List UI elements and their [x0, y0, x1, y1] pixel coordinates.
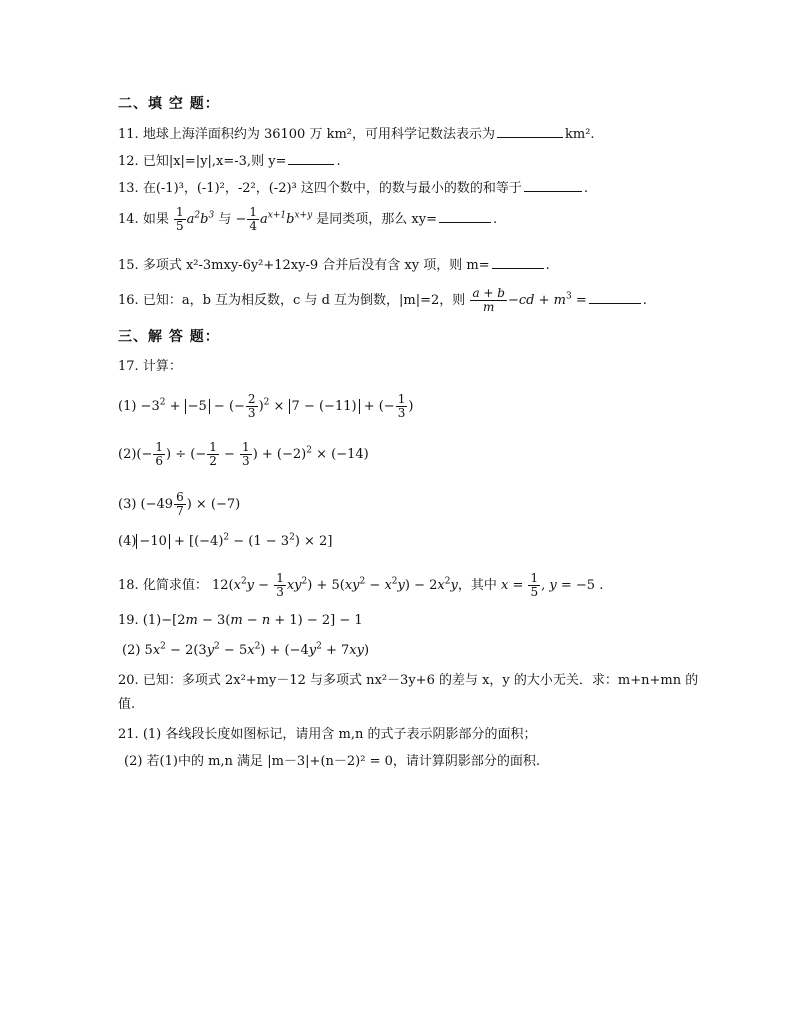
- q16-end: .: [642, 293, 647, 308]
- question-13: [118, 178, 588, 198]
- q13-answer-blank[interactable]: [524, 178, 582, 192]
- q14-fraction-1-5: $\frac{1}{5}$: [175, 205, 184, 233]
- question-20-cont: [118, 696, 135, 714]
- q15-end: .: [545, 258, 550, 273]
- q16-text: 已知：a，b 互为相反数，c 与 d 互为倒数，|m|=2，则: [142, 293, 466, 308]
- q11-number: 11.: [118, 127, 139, 142]
- question-21-cont: [124, 753, 540, 771]
- q15-number: 15.: [118, 258, 139, 273]
- q15-answer-blank[interactable]: [492, 255, 544, 269]
- question-21: [118, 726, 536, 744]
- q20-number: 20.: [118, 673, 139, 688]
- q18-where: ，其中: [457, 578, 497, 593]
- q20-line-1: 已知：多项式 2x²+my－12 与多项式 nx²－3y+6 的差与 x，y 的大小无关．求：m+n+mn 的: [142, 673, 699, 688]
- q17-part-3: (3) (−49 $\frac{6}{7}$ ) × (−7): [118, 490, 241, 518]
- q18-number: 18.: [118, 578, 139, 593]
- question-20: [118, 672, 698, 690]
- q17-part-3-label: (3): [118, 497, 137, 512]
- q13-end: .: [583, 181, 589, 196]
- section-answer-title: 三、解 答 题：: [118, 329, 220, 345]
- q17-part-4-label: (4): [118, 534, 137, 549]
- q16-fraction: $\frac{a + b}{m}$: [472, 286, 505, 314]
- q16-answer-blank[interactable]: [589, 290, 641, 304]
- question-19-part-2: (2) $5x^2 - 2(3y^2 - 5x^2) + (-4y^2 + 7xy)$: [122, 641, 370, 658]
- q19-part-1-label: 19. (1): [118, 613, 162, 628]
- q21-line-1: (1) 各线段长度如图标记，请用含 m,n 的式子表示阴影部分的面积；: [142, 727, 537, 742]
- question-18: 18. 化简求值： $12(x^2y$ − $\frac{1}{3}$ $xy^2) + 5(xy^2 - x^2y) - 2x^2y$，其中 x = $\frac{1}{5}$ , y = −5 .: [118, 571, 604, 599]
- q16-number: 16.: [118, 293, 139, 308]
- q17-part-2: (2)(− $\frac{1}{6}$ ) ÷ (− $\frac{1}{2}$ − $\frac{1}{3}$ ) + $(-2)^2 \times (-14)$: [118, 440, 369, 468]
- question-16: 16. 已知：a，b 互为相反数，c 与 d 互为倒数，|m|=2，则 $\frac{a + b}{m}$ $-cd + m^3$ = .: [118, 286, 647, 314]
- q14-post: 是同类项，那么 xy=: [316, 212, 437, 227]
- question-14: 14. 如果 $\frac{1}{5}$ $a^2b^3$ 与 − $\frac{1}{4}$ $a^{x+1}b^{x+y}$ 是同类项，那么 xy= .: [118, 205, 498, 233]
- q17-part-1: $(1) -3^2 + -5$ − (− $\frac{2}{3}$ )$^2$ × 7 − (−11) + (− $\frac{1}{3}$ ): [118, 392, 414, 420]
- q14-pre: 如果: [142, 212, 169, 227]
- q21-number: 21.: [118, 727, 139, 742]
- question-11: [118, 124, 595, 144]
- q11-unit: km².: [565, 127, 595, 142]
- q12-number: 12.: [118, 154, 139, 169]
- question-15: [118, 255, 550, 275]
- q11-answer-blank[interactable]: [497, 124, 563, 138]
- question-12: [118, 151, 341, 171]
- q14-fraction-1-4: $\frac{1}{4}$: [249, 205, 258, 233]
- q17-part-1-label: (1): [118, 399, 137, 414]
- q12-answer-blank[interactable]: [288, 151, 334, 165]
- q13-text: 在(-1)³，(-1)²，-2²，(-2)³ 这四个数中，的数与最小的数的和等于: [142, 181, 522, 196]
- q14-number: 14.: [118, 212, 139, 227]
- question-17: [118, 358, 182, 376]
- q12-text: 已知|x|=|y|,x=-3,则 y=: [142, 154, 287, 169]
- q19-part-2-label: (2): [122, 643, 141, 658]
- q17-text: 计算：: [142, 359, 182, 374]
- section-fill-in-title: 二、填 空 题：: [118, 96, 220, 112]
- q21-line-2: (2) 若(1)中的 m,n 满足 |m－3|+(n－2)² = 0，请计算阴影部分的面积.: [124, 754, 541, 769]
- q12-end: .: [336, 154, 341, 169]
- q15-text: 多项式 x²-3mxy-6y²+12xy-9 合并后没有含 xy 项，则 m=: [142, 258, 490, 273]
- q17-number: 17.: [118, 359, 139, 374]
- q20-line-2: 值.: [118, 697, 136, 712]
- q14-end: .: [493, 212, 498, 227]
- q17-part-2-label: (2): [118, 447, 137, 462]
- q18-text: 化简求值：: [142, 578, 208, 593]
- q17-part-4: $(4) -10 + [(-4)^2 - (1 - 3^2) \times 2]$: [118, 532, 333, 549]
- q11-text: 地球上海洋面积约为 36100 万 km²，可用科学记数法表示为: [142, 127, 495, 142]
- q13-number: 13.: [118, 181, 139, 196]
- q14-mid: 与: [218, 212, 232, 227]
- q14-answer-blank[interactable]: [439, 209, 491, 223]
- question-19-part-1: 19. (1)−[2m − 3(m − n + 1) − 2] − 1: [118, 613, 363, 628]
